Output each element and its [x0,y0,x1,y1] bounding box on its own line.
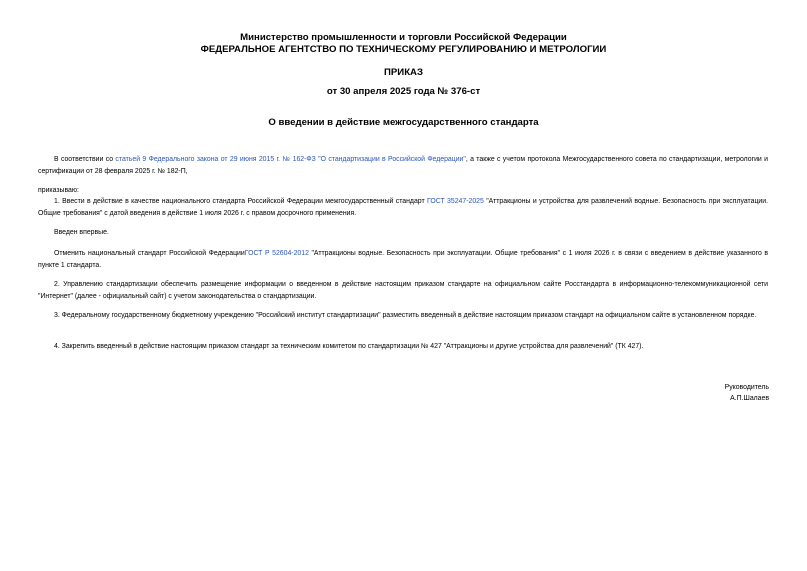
item2-paragraph: 2. Управлению стандартизации обеспечить размещение информации о введенном в действие настоящим приказом стандарте на официальном сайте Росстандарта в информационно-телекоммуникационной сети "Интернет" (далее - официальный сайт) с учетом законодательства о стандартизации. [38,281,768,300]
preamble-paragraph [38,154,768,178]
order-title: О введении в действие межгосударственного стандарта [268,117,539,128]
first-time-note: Введен впервые. [54,229,109,236]
item4-paragraph: 4. Закрепить введенный в действие настоящим приказом стандарт за техническим комитетом по стандартизации № 427 "Аттракционы и другие устройства для развлечений" (ТК 427). [54,343,644,350]
gost-35247-link[interactable]: ГОСТ 35247-2025 [427,198,484,205]
item1-paragraph [38,196,768,220]
order-word: приказываю: [38,187,79,194]
item1-text-end: "Аттракционы и устройства для развлечений водные. Безопасность при эксплуатации. Общие требования" с датой введения в действие 1 июля 2026 г. с правом досрочного применения. [38,198,768,217]
agency-name: ФЕДЕРАЛЬНОЕ АГЕНТСТВО ПО ТЕХНИЧЕСКОМУ РЕГУЛИРОВАНИЮ И МЕТРОЛОГИИ [200,44,607,55]
signature-title: Руководитель [724,384,769,391]
order-type: ПРИКАЗ [384,67,423,78]
signature-name: А.П.Шалаев [730,395,769,402]
cancel-text-end: "Аттракционы водные. Безопасность при эксплуатации. Общие требования" с 1 июля 2026 г. в связи с введением в действие указанного в пункте 1 стандарта. [38,250,768,269]
ministry-name: Министерство промышленности и торговли Российской Федерации [240,32,567,43]
federal-law-link[interactable]: статьей 9 Федерального закона от 29 июня 2015 г. № 162-ФЗ "О стандартизации в Российской Федерации" [115,156,466,163]
order-date-number: от 30 апреля 2025 года № 376-ст [326,86,481,97]
cancel-paragraph [38,248,768,272]
preamble-text-start: В соответствии со [54,156,116,163]
item1-text-start: 1. Ввести в действие в качестве национального стандарта Российской Федерации межгосударственный стандарт [54,198,427,205]
preamble-text-end: , а также с учетом протокола Межгосударственного совета по стандартизации, метрологии и сертификации от 28 февраля 2025 г. № 182-П, [38,156,768,175]
item3-paragraph: 3. Федеральному государственному бюджетному учреждению "Российский институт стандартизации" разместить введенный в действие настоящим приказом стандарт на официальном сайте в установленном порядке. [54,312,757,319]
cancel-text-start: Отменить национальный стандарт Российской Федерации [54,250,245,257]
gost-r-52604-link[interactable]: ГОСТ Р 52604-2012 [244,250,309,257]
